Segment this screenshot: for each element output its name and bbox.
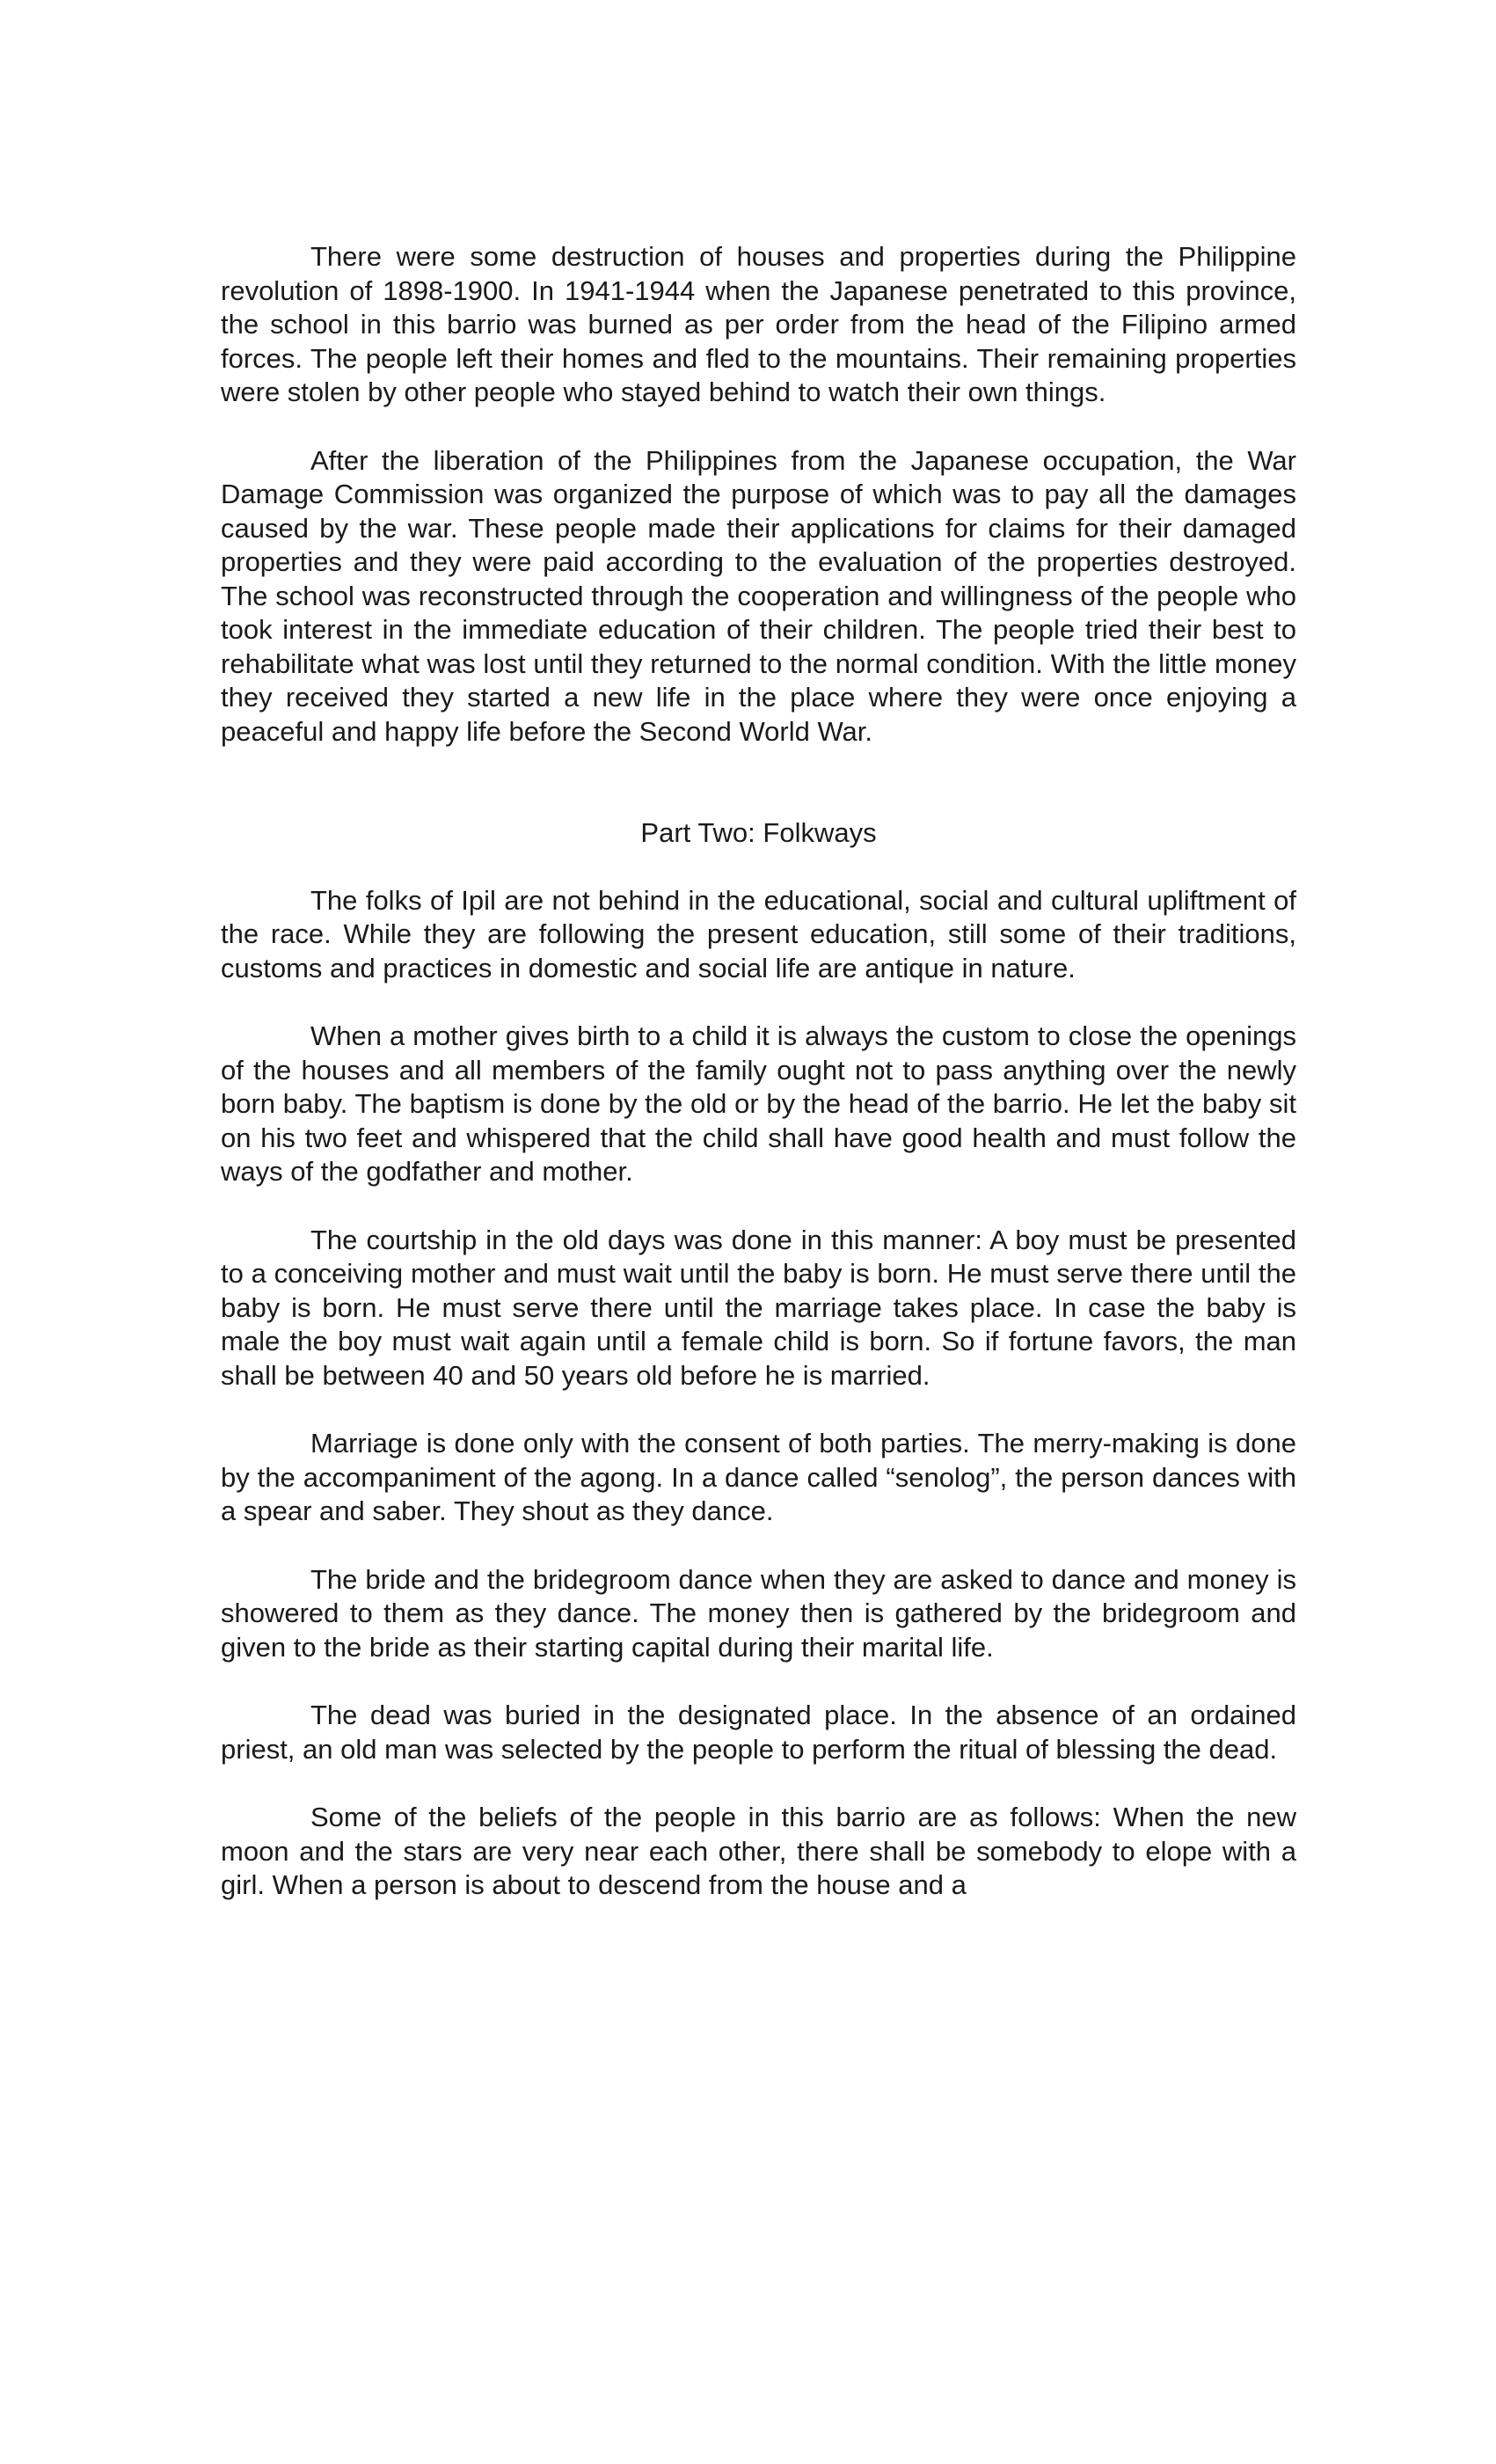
paragraph-bride-dance: The bride and the bridegroom dance when they are asked to dance and money is showered to them as they dance. The money then is gathered by the bridegroom and given to the bride as their starting capital during their marital life. <box>221 1563 1296 1663</box>
paragraph-marriage: Marriage is done only with the consent of both parties. The merry-making is done by the accompaniment of the agong. In a dance called “senolog”, the person dances with a spear and saber. They shout as they dance. <box>221 1428 1296 1526</box>
paragraph-liberation: After the liberation of the Philippines from the Japanese occupation, the War Damage Commission was organized the purpose of which was to pay all the damages caused by the war. These people made their applications for claims for their damaged properties and they were paid according to the evaluation of the properties destroyed. The school was reconstructed through the cooperation and willingness of the people who took interest in the immediate education of their children. The people tried their best to rehabilitate what was lost until they returned to the normal condition. With the little money they received they started a new life in the place where they were once enjoying a peaceful and happy life before the Second World War. <box>221 444 1296 747</box>
section-heading: Part Two: Folkways <box>640 817 877 848</box>
paragraph-burial: The dead was buried in the designated place. In the absence of an ordained priest, an old man was selected by the people to perform the ritual of blessing the dead. <box>221 1700 1296 1765</box>
paragraph-beliefs: Some of the beliefs of the people in this barrio are as follows: When the new moon and the stars are very near each other, there shall be somebody to elope with a girl. When a person is about to descend from the house and a <box>221 1802 1296 1900</box>
text-column <box>221 240 1296 1903</box>
paragraph-destruction: There were some destruction of houses and properties during the Philippine revolution of 1898-1900. In 1941-1944 when the Japanese penetrated to this province, the school in this barrio was burned as per order from the head of the Filipino armed forces. The people left their homes and fled to the mountains. Their remaining properties were stolen by other people who stayed behind to watch their own things. <box>221 241 1296 407</box>
paragraph-childbirth: When a mother gives birth to a child it is always the custom to close the openings of the houses and all members of the family ought not to pass anything over the newly born baby. The baptism is done by the old or by the head of the barrio. He let the baby sit on his two feet and whispered that the child shall have good health and must follow the ways of the godfather and mother. <box>221 1020 1296 1187</box>
paragraph-folks-of-ipil: The folks of Ipil are not behind in the educational, social and cultural upliftment of the race. While they are following the present education, still some of their traditions, customs and practices in domestic and social life are antique in nature. <box>221 884 1296 983</box>
paragraph-courtship: The courtship in the old days was done in this manner: A boy must be presented to a conceiving mother and must wait until the baby is born. He must serve there until the baby is born. He must serve there until the marriage takes place. In case the baby is male the boy must wait again until a female child is born. So if fortune favors, the man shall be between 40 and 50 years old before he is married. <box>221 1224 1296 1391</box>
